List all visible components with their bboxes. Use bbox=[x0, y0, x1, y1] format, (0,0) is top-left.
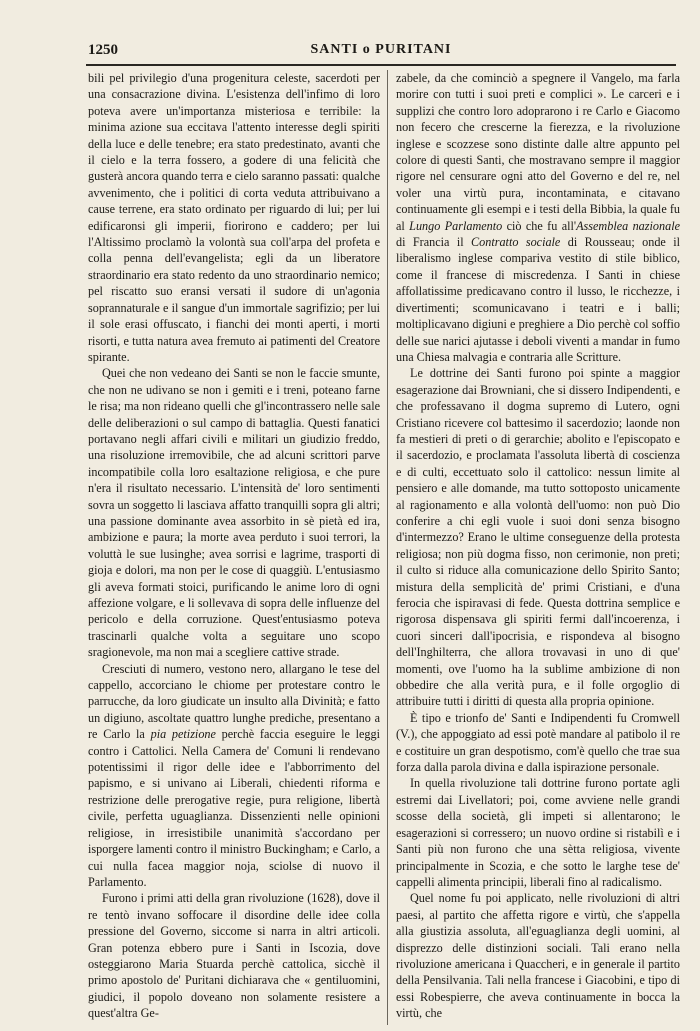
paragraph: Le dottrine dei Santi furono poi spinte a maggior esagerazione dai Browniani, che si dissero Indipendenti, e che professavano il dogma supremo di Lutero, ogni Cristiano ricevere col battesimo il sacerdozio; laonde non fa mestieri di preti o di gerarchie; abolito e l'episcopato e il sacerdozio, e proclamata l'assoluta libertà di coscienza e di culti, eccettuato solo il cattolico: nessun limite al pensiero e alle domande, ma tutto sottoposto unicamente al ragionamento e alla volontà dell'uomo: non può Dio conferire a chi egli vuole i suoi doni senza bisogno d'intermezzo? Erano le ultime conseguenze della protesta religiosa; non più dogma fisso, non cerimonie, non preti; il culto si riduce alla comunicazione dello Spirito Santo; mistura della semplicità de' primi Cristiani, e d'una ferocia che ispiravasi di fede. Questa dottrina semplice e rigorosa dispensava gli spiriti fermi dall'incoerenza, i cuori sinceri dall'ipocrisia, e rispondeva al bisogno dell'Inghilterra, che allora trovavasi in uno di que' momenti, ove l'uomo ha la sublime ambizione di non obbedire che alla verità pura, e il folle orgoglio di attribuire tutti i diritti di questa alla propria opinione. bbox=[396, 366, 680, 709]
text-run: di Rousseau; onde il liberalismo inglese compariva vestito di stile biblico, come il francese di miscredenza. I Santi in chiese affollatissime predicavano contro il lusso, le ricchezze, i divertimenti; scomunicavano i teatri e i balli; moltiplicavano digiuni e preghiere a Dio perchè col soffio delle sue narici ajutasse i deboli viventi a mandar in fumo una Chiesa malvagia e contraria alle Scritture. bbox=[396, 235, 680, 364]
italic-title: pia petizione bbox=[150, 727, 216, 742]
paragraph: In quella rivoluzione tali dottrine furono portate agli estremi dai Livellatori; poi, come avviene nelle grandi scosse della società, gli impeti si allentarono; le esagerazioni si corressero; un nuovo ordine si ristabilì e i Santi più non furono che una sètta religiosa, vivente principalmente in Scozia, e che sotto le larghe tese de' cappelli alimenta principii, liberali fino al radicalismo. bbox=[396, 776, 680, 889]
text-run: di Francia il bbox=[396, 235, 472, 250]
text-run: ciò che fu all' bbox=[502, 218, 577, 233]
paragraph: È tipo e trionfo de' Santi e Indipendenti fu Cromwell (V.), che appoggiato ad essi potè mandare al patibolo il re e costituire un gran despotismo, com'è quello che trae sua forza dalla parola divina e dalla ispirazione personale. bbox=[396, 710, 680, 775]
paragraph bbox=[396, 70, 680, 365]
header-rule bbox=[86, 64, 676, 66]
italic-title: Contratto sociale bbox=[471, 235, 561, 250]
italic-title: Lungo Parlamento bbox=[409, 218, 503, 233]
paragraph: Furono i primi atti della gran rivoluzione (1628), dove il re tentò invano soffocare il disordine delle idee colla pressione del Governo, siccome si narra in altri articoli. Gran potenza ebbero pure i Santi in Iscozia, dove osteggiarono Maria Stuarda perchè cattolica, sicchè il primo apostolo de' Puritani dichiarava che « gentiluomini, giudici, il popolo doveano non solamente resistere a quest'altra Ge- bbox=[88, 891, 380, 1021]
left-column bbox=[88, 70, 380, 1025]
right-column bbox=[396, 70, 680, 1025]
italic-title: Assemblea nazionale bbox=[576, 218, 680, 233]
paragraph: Quei che non vedeano dei Santi se non le faccie smunte, che non ne udivano se non i gemiti e i treni, poteano farne le risa; ma non rideano quelli che gl'incontrassero nelle sale delle deliberazioni o sul campo di battaglia. Questi fanatici portavano negli affari civili e militari un giudizio freddo, una risoluzione irremovibile, che ad alcuni scrittori parve incompatibile colla loro esaltazione religiosa, e che pure n'era il risultato necessario. L'intensità de' loro sentimenti sovra un soggetto li lasciava affatto tranquilli sopra gli altri; una passione dominante avea assorbito in sè pietà ed ira, ambizione e paura; la morte avea perduto i suoi terrori, la voluttà le sue lusinghe; avea sorrisi e lagrime, trasporti di gioja e dolori, ma non per le cose di quaggiù. L'entusiasmo gli aveva formati stoici, purificando le anime loro di ogni affezione volgare, e li sollevava di sopra delle influenze del pericolo e della corruzione. Quest'entusiasmo poteva trascinarli qualche volta a seguitare uno scopo sragionevole, ma non mai a scegliere cattive strade. bbox=[88, 366, 380, 660]
paragraph: Quel nome fu poi applicato, nelle rivoluzioni di altri paesi, al partito che affetta rigore e virtù, che s'appella alla giustizia assoluta, all'eguaglianza degli uomini, al disprezzo delle distinzioni sociali. Tali erano nella rivoluzione americana i Quaccheri, e in generale il partito della Pensilvania. Tali nella francese i Giacobini, e tipo di essi Robespierre, che aveva continuamente in bocca la virtù, che bbox=[396, 891, 680, 1021]
text-run: Cresciuti di numero, vestono nero, allargano le tese del cappello, accorciano le chiome per protestare contro le parrucche, da loro giudicate un insulto alla Divinità; e fatto un digiuno, ascoltate quattro lunghe prediche, presentano a re Carlo la bbox=[88, 661, 380, 742]
page-number: 1250 bbox=[88, 42, 118, 58]
running-title: SANTI o PURITANI bbox=[310, 42, 452, 57]
text-run: zabele, da che cominciò a spegnere il Vangelo, ma farla morire con tutti i suoi preti e complici ». Le carceri e i supplizi che contro loro adoprarono i re Carlo e Giacomo non fecero che crescerne la fierezza, e la rivoluzione inglese e scozzese sono distinte dalle altre appunto pel colore di questi Santi, che mostravano sempre il maggior rigore nel censurare ogni atto del Governo e del re, nel voler una virtù pura, incontaminata, e citavano continuamente gli esempi e i testi della Bibbia, la quale fu al bbox=[396, 71, 680, 233]
paragraph bbox=[88, 661, 380, 891]
column-divider bbox=[387, 70, 388, 1025]
text-run: perchè faccia eseguire le leggi contro i Cattolici. Nella Camera de' Comuni li rendevano potentissimi il rigor delle idee e l'abborrimento del papismo, e si univano ai Liberali, chiedenti riforma e restrizione delle prerogative regie, pura religione, libertà civile, perfetta uguaglianza. Dissenzienti nelle opinioni religiose, in irresistibile unanimità s'accordano per isporgere lamenti contro il ministro Buckingham; e Carlo, a cui nulla facea maggior noja, sciolse di nuovo il Parlamento. bbox=[88, 727, 380, 889]
page-header bbox=[86, 42, 676, 62]
paragraph: bili pel privilegio d'una progenitura celeste, sacerdoti per una consacrazione divina. L'esistenza dell'infimo di loro poteva avere un'importanza misteriosa e terribile: la minima azione sua eccitava l'attento interesse degli spiriti della luce e delle tenebre; era stato predestinato, avanti che il cielo e la terra fossero, a godere di una felicità che gusterà ancora quando terra e cielo saranno passati: qualche avvenimento, che i politici di corta veduta attribuivano a cause terrene, era stato ordinato per riguardo di lui; per lui edificaronsi gli imperii, fiorirono e caddero; per lui l'Altissimo proclamò la volontà sua coll'arpa del profeta e colla penna dell'evangelista; egli da un liberatore straordinario era stato redento da uno straordinario nemico; pel riscatto suo eransi versati il sudore di un'agonia soprannaturale e il sangue d'un immortale sagrifizio; per lui il sole erasi offuscato, i fianchi dei monti aperti, i morti risorti, e tutta natura avea fremuto ai patimenti del Creatore spirante. bbox=[88, 71, 380, 364]
